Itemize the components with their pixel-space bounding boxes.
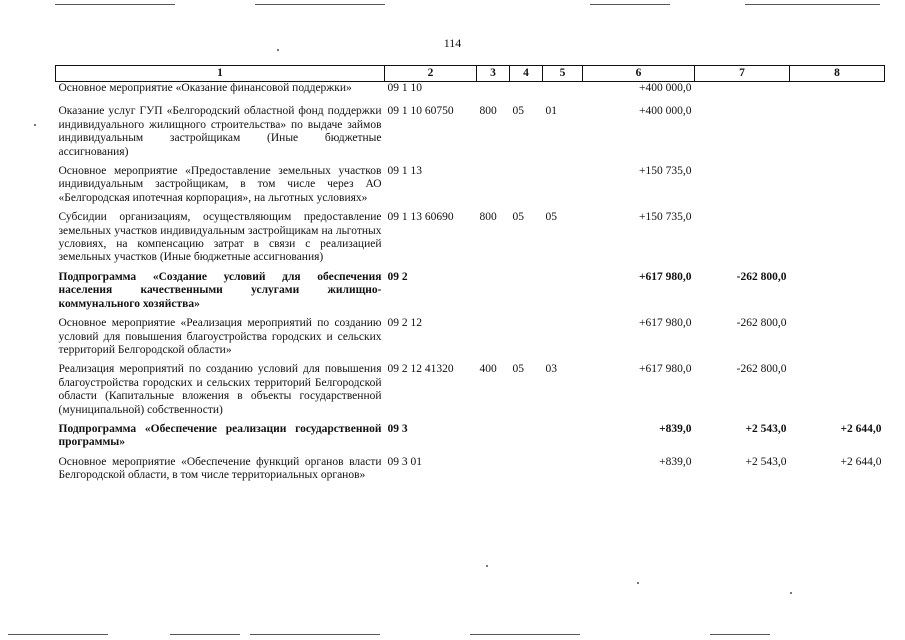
column-header: 7 xyxy=(695,66,790,82)
scan-line-top xyxy=(255,4,385,5)
table-row-subprogram xyxy=(56,271,885,317)
row-c5: 01 xyxy=(545,105,557,118)
row-c6: +839,0 xyxy=(659,455,692,468)
row-c4 xyxy=(510,423,543,456)
column-header: 8 xyxy=(790,66,885,82)
row-code: 09 1 10 60750 xyxy=(387,105,454,118)
row-c5 xyxy=(543,456,583,489)
row-c8 xyxy=(790,211,885,271)
row-c6: +839,0 xyxy=(659,422,692,435)
row-code: 09 2 xyxy=(387,270,408,283)
row-name: Основное мероприятие «Реализация мероприятий по созданию условий для повышения благоустройства городских и сельских территорий Белгородской области» xyxy=(58,317,382,356)
table-row-subprogram xyxy=(56,423,885,456)
row-c3: 800 xyxy=(479,211,497,224)
row-name: Субсидии организациям, осуществляющим предоставление земельных участков индивидуальным застройщикам на льготных условиях, на компенсацию затрат в связи с реализацией земельных участков (Иные бюджетные ассигнования) xyxy=(58,211,382,264)
scan-dot xyxy=(637,582,639,584)
row-c6: +617 980,0 xyxy=(638,270,692,283)
row-name: Подпрограмма «Обеспечение реализации государственной программы» xyxy=(58,422,382,449)
row-c8 xyxy=(790,165,885,211)
row-c7 xyxy=(695,105,790,165)
row-c7 xyxy=(695,165,790,211)
row-code: 09 1 13 xyxy=(387,165,422,178)
row-c3: 800 xyxy=(479,105,497,118)
row-c4: 05 xyxy=(512,211,524,224)
column-header: 3 xyxy=(477,66,510,82)
row-c5 xyxy=(543,165,583,211)
row-c8 xyxy=(790,317,885,363)
scan-dot xyxy=(486,565,488,567)
table-row xyxy=(56,82,885,106)
row-c3 xyxy=(477,82,510,106)
row-c8: +2 644,0 xyxy=(840,422,882,435)
scan-line-bottom xyxy=(250,634,380,635)
column-header: 4 xyxy=(510,66,543,82)
row-code: 09 3 xyxy=(387,422,408,435)
scan-line-bottom xyxy=(8,634,108,635)
row-c5: 03 xyxy=(545,363,557,376)
row-name: Основное мероприятие «Предоставление земельных участков индивидуальным застройщикам, в том числе через АО «Белгородская ипотечная корпорация», на льготных условиях» xyxy=(58,165,382,204)
row-c4: 05 xyxy=(512,363,524,376)
scan-line-bottom xyxy=(470,634,580,635)
row-c5: 05 xyxy=(545,211,557,224)
row-c4 xyxy=(510,271,543,317)
row-c3: 400 xyxy=(479,363,497,376)
row-code: 09 2 12 41320 xyxy=(387,363,454,376)
row-c3 xyxy=(477,165,510,211)
scan-dot xyxy=(790,592,792,594)
scan-line-bottom xyxy=(170,634,240,635)
row-c8 xyxy=(790,271,885,317)
row-code: 09 2 12 xyxy=(387,317,422,330)
row-c3 xyxy=(477,423,510,456)
page-number: 114 xyxy=(443,36,462,50)
column-header: 2 xyxy=(385,66,477,82)
row-c5 xyxy=(543,423,583,456)
table-row xyxy=(56,456,885,489)
row-c7: +2 543,0 xyxy=(745,455,787,468)
row-c7 xyxy=(695,82,790,106)
row-c7: +2 543,0 xyxy=(745,422,787,435)
row-name: Оказание услуг ГУП «Белгородский областной фонд поддержки индивидуального жилищного строительства» по выдаче займов индивидуальным застройщикам (Иные бюджетные ассигнования) xyxy=(58,105,382,158)
table-row xyxy=(56,165,885,211)
row-c5 xyxy=(543,271,583,317)
row-c3 xyxy=(477,317,510,363)
scan-line-top xyxy=(55,4,175,5)
row-c7: -262 800,0 xyxy=(736,363,787,376)
row-c6: +617 980,0 xyxy=(639,363,692,376)
budget-table xyxy=(55,65,885,489)
row-name: Подпрограмма «Создание условий для обеспечения населения качественными услугами жилищно-коммунального хозяйства» xyxy=(58,270,382,310)
row-code: 09 3 01 xyxy=(387,455,422,468)
row-c7: -262 800,0 xyxy=(736,270,787,283)
row-c5 xyxy=(543,317,583,363)
row-name: Основное мероприятие «Обеспечение функций органов власти Белгородской области, в том числе территориальных органов» xyxy=(58,455,382,482)
row-c4 xyxy=(510,82,543,106)
scan-line-top xyxy=(745,4,880,5)
row-c6: +150 735,0 xyxy=(639,211,692,224)
row-c8 xyxy=(790,363,885,423)
row-c4 xyxy=(510,165,543,211)
row-c5 xyxy=(543,82,583,106)
row-c4: 05 xyxy=(512,105,524,118)
row-c4 xyxy=(510,456,543,489)
scan-line-bottom xyxy=(710,634,770,635)
scan-dot xyxy=(34,124,36,126)
column-header: 5 xyxy=(543,66,583,82)
table-row xyxy=(56,363,885,423)
scan-line-top xyxy=(590,4,670,5)
column-header: 1 xyxy=(56,66,385,82)
table-row xyxy=(56,211,885,271)
row-c4 xyxy=(510,317,543,363)
row-code: 09 1 10 xyxy=(387,82,422,94)
row-c3 xyxy=(477,271,510,317)
row-c8 xyxy=(790,82,885,106)
column-header: 6 xyxy=(583,66,695,82)
row-name: Реализация мероприятий по созданию условий для повышения благоустройства городских и сельских территорий Белгородской области (Капитальные вложения в объекты государственной (муниципальной) собственности) xyxy=(58,363,382,416)
row-name: Основное мероприятие «Оказание финансовой поддержки» xyxy=(58,82,352,94)
row-c7 xyxy=(695,211,790,271)
table-row xyxy=(56,317,885,363)
row-c8 xyxy=(790,105,885,165)
row-c6: +150 735,0 xyxy=(639,165,692,178)
row-c6: +400 000,0 xyxy=(639,82,692,94)
row-code: 09 1 13 60690 xyxy=(387,211,454,224)
row-c8: +2 644,0 xyxy=(840,455,882,468)
row-c6: +400 000,0 xyxy=(639,105,692,118)
row-c7: -262 800,0 xyxy=(736,317,787,330)
row-c3 xyxy=(477,456,510,489)
table-row xyxy=(56,105,885,165)
table-header-row xyxy=(56,66,885,82)
row-c6: +617 980,0 xyxy=(639,317,692,330)
